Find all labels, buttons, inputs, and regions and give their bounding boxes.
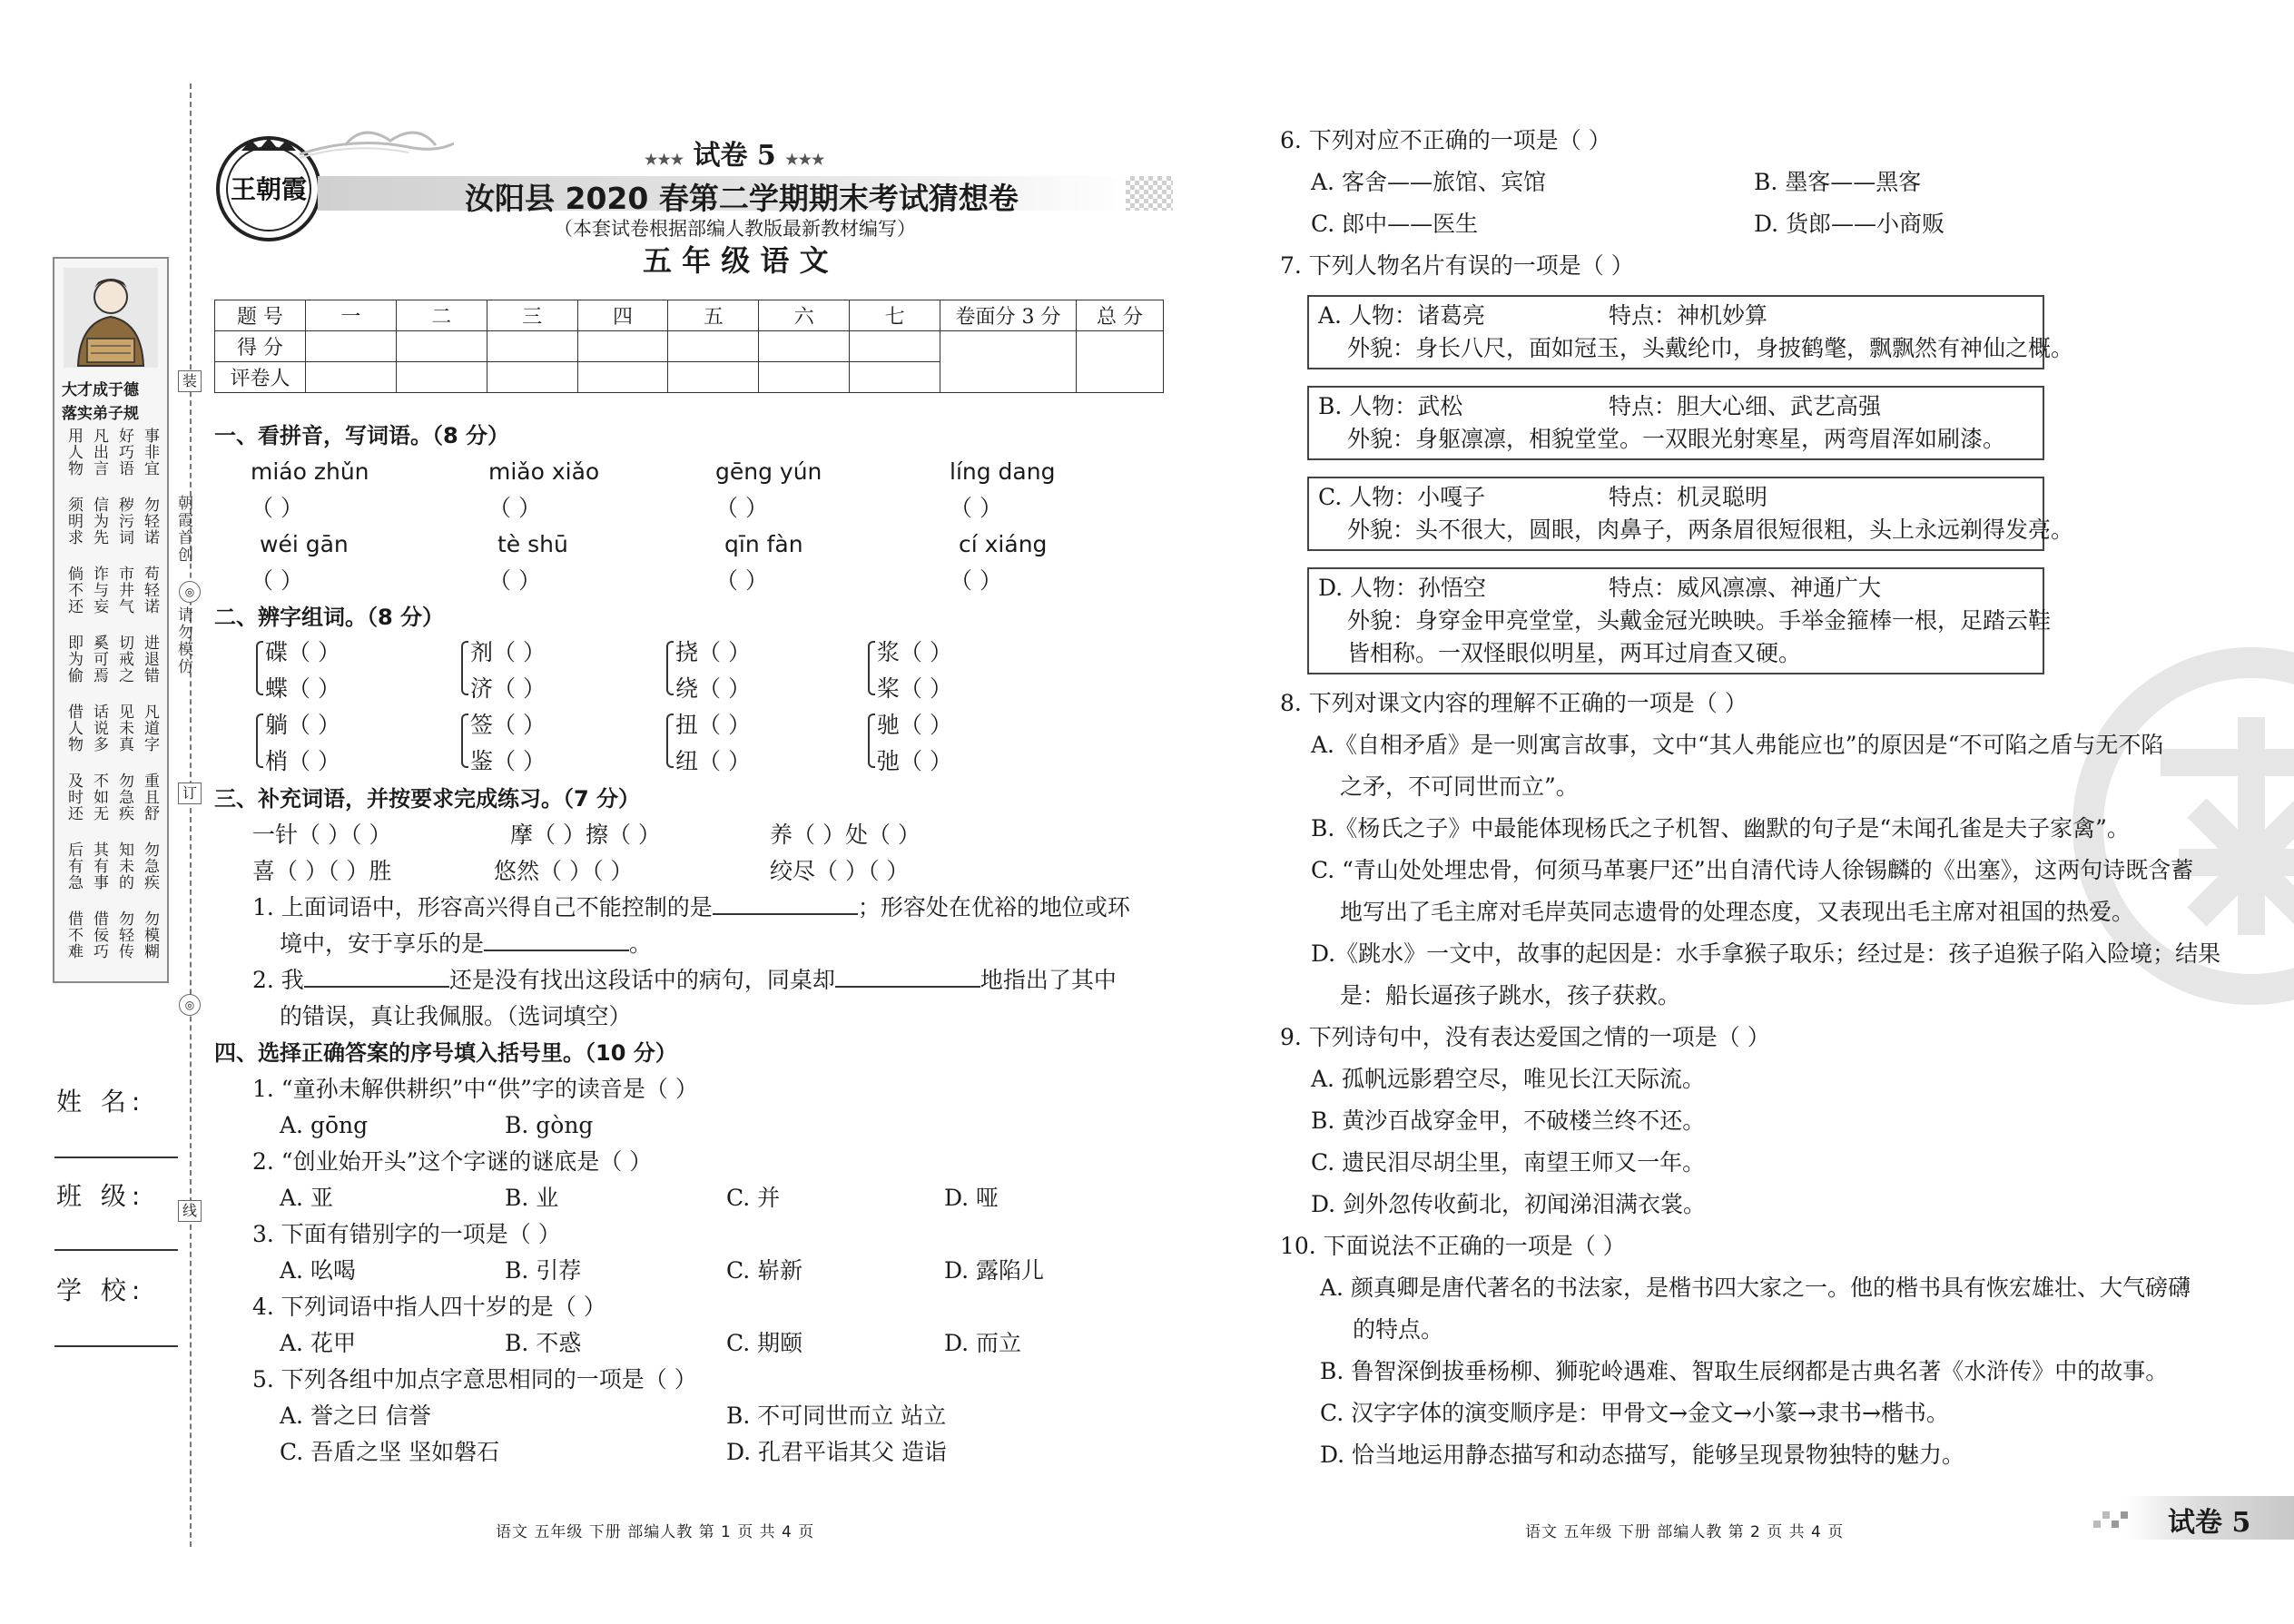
motto-col: 知未的 [115,842,133,891]
q9-option[interactable]: C. 遗民泪尽胡尘里，南望王师又一年。 [1311,1149,1706,1176]
answer-blank[interactable]: （ ） [715,495,768,521]
score-table-col: 五 [668,300,759,331]
word-pair-item[interactable]: 绕（ ） [675,675,751,702]
q3-sub1-text-4: 。 [629,930,653,957]
star-icon: ★★★ [645,151,684,168]
q8-option-cont: 是：船长逼孩子跳水，孩子获救。 [1340,982,1681,1009]
grader-cell[interactable] [396,362,487,393]
brace-icon [256,641,263,695]
score-table-col-neat: 卷面分 3 分 [940,300,1077,331]
q3-sub1-text-3: 境中，安于享乐的是 [280,930,485,957]
motto-col: 见未真 [115,704,133,753]
motto-panel [53,257,169,983]
motto-col: 信为先 [90,497,108,546]
person-card-c[interactable] [1307,477,2074,551]
neat-score-cell[interactable] [940,331,1077,393]
q4-item-stem: 2. “创业始开头”这个字谜的谜底是（ ） [252,1148,653,1175]
q4-option[interactable]: D. 哑 [944,1185,999,1211]
q6-option[interactable]: B. 墨客——黑客 [1754,169,1922,195]
logo-text: 王朝霞 [230,174,308,204]
answer-blank[interactable]: （ ） [950,495,1002,521]
q4-option[interactable]: C. 期颐 [726,1330,803,1356]
q10-option[interactable]: C. 汉字字体的演变顺序是：甲骨文→金文→小篆→隶书→楷书。 [1320,1400,1949,1426]
score-table-col: 三 [487,300,577,331]
score-table-col: 二 [396,300,487,331]
pinyin: gēng yún [715,458,822,485]
word-pair-item[interactable]: 剂（ ） [470,639,546,665]
motto-col: 勿轻诺 [141,497,159,546]
page-footer-right: 语文 五年级 下册 部编人教 第 2 页 共 4 页 [1525,1523,1845,1541]
seal-text: 朝霞首创 [174,495,192,564]
motto-col: 凡道字 [141,704,159,753]
bow-decoration-icon [327,118,454,163]
school-field[interactable] [54,1345,178,1347]
motto-col: 勿急疾 [115,773,133,822]
q2-title: 二、辨字组词。（8 分） [214,605,445,630]
q3-sub2-text-2: 还是没有找出这段话中的病句，同桌却 [448,967,835,993]
motto-col: 奚可焉 [90,635,108,684]
idiom-blank[interactable]: 一针（ ）（ ） [252,822,392,848]
q4-option[interactable]: B. 业 [505,1185,559,1211]
q3-sub1 [252,894,1130,921]
q8-option[interactable]: A.《自相矛盾》是一则寓言故事，文中“其人弗能应也”的原因是“不可陷之盾与无不陷 [1311,732,2164,758]
word-pair-item[interactable]: 躺（ ） [265,712,340,738]
q4-option[interactable]: A. 亚 [280,1185,333,1211]
pinyin: miáo zhǔn [251,458,369,485]
motto-col: 市井气 [115,566,133,615]
motto-group [64,910,160,963]
q4-option[interactable]: D. 而立 [944,1330,1022,1356]
binding-hole-icon: ◎ [179,581,201,603]
brace-icon [256,714,263,768]
q10-stem: 10. 下面说法不正确的一项是（ ） [1280,1233,1626,1259]
q4-option[interactable]: A. 吆喝 [280,1257,356,1284]
motto-col: 借佞巧 [90,910,108,960]
brace-icon [666,641,674,695]
exam-title: 汝阳县 2020 春第二学期期末考试猜想卷 [465,181,1019,216]
word-pair-item[interactable]: 浆（ ） [877,639,952,665]
motto-col: 秽污词 [115,497,133,546]
class-field[interactable] [54,1249,178,1251]
motto-col: 须明求 [64,497,83,546]
card-trait: 特点：威风凛凛、神通广大 [1609,575,1882,601]
motto-group [64,773,160,825]
card-trait: 特点：神机妙算 [1609,302,1768,329]
motto-group [64,566,160,618]
person-card-d[interactable] [1307,567,2052,674]
motto-col: 话说多 [90,704,108,753]
pinyin: tè shū [497,531,568,557]
score-table-col: 七 [850,300,940,331]
q10-option[interactable]: B. 鲁智深倒拔垂杨柳、狮驼岭遇难、智取生辰纲都是古典名著《水浒传》中的故事。 [1320,1358,2169,1384]
q8-option-cont: 地写出了毛主席对毛岸英同志遗骨的处理态度，又表现出毛主席对祖国的热爱。 [1340,899,2135,925]
q10-option[interactable]: A. 颜真卿是唐代著名的书法家，是楷书四大家之一。他的楷书具有恢宏雄壮、大气磅礴 [1320,1275,2191,1301]
fill-blank[interactable] [713,913,858,915]
q6-option[interactable]: D. 货郎——小商贩 [1754,211,1945,237]
q3-sub2 [252,967,1117,994]
scholar-portrait-icon [64,268,158,368]
idiom-blank[interactable]: 养（ ）处（ ） [770,822,921,848]
brace-icon [666,714,674,768]
q6-option[interactable]: A. 客舍——旅馆、宾馆 [1311,169,1546,195]
person-card-a[interactable] [1307,295,2074,369]
motto-group [64,842,160,894]
motto-col: 切戒之 [115,635,133,684]
pinyin: qīn fàn [724,531,803,557]
class-label: 班 级: [56,1181,146,1211]
answer-blank[interactable]: （ ） [715,567,768,594]
q4-item-stem: 5. 下列各组中加点字意思相同的一项是（ ） [252,1366,697,1393]
word-pair-item[interactable]: 扭（ ） [675,712,751,738]
q4-item-stem: 3. 下面有错别字的一项是（ ） [252,1221,561,1247]
score-cell[interactable] [668,331,759,362]
q8-stem: 8. 下列对课文内容的理解不正确的一项是（ ） [1280,690,1748,716]
brace-icon [461,641,468,695]
pinyin: wéi gān [260,531,349,557]
q4-option[interactable]: B. 引荐 [505,1257,582,1284]
idiom-blank[interactable]: 摩（ ）擦（ ） [510,822,661,848]
grader-cell[interactable] [487,362,577,393]
exam-tag-text: 试卷 5 [2168,1507,2251,1539]
person-card-b[interactable] [1307,386,2044,460]
score-table-header: 题 号 [215,300,306,331]
pinyin: cí xiáng [959,531,1048,557]
name-label: 姓 名: [56,1087,146,1117]
exam-series-label [645,133,824,172]
q4-option[interactable]: B. 不惑 [505,1330,582,1356]
motto-group [64,635,160,687]
q4-option[interactable]: A. gōng [280,1112,369,1138]
motto-group [64,497,160,549]
word-pair-item[interactable]: 挠（ ） [675,639,751,665]
q9-stem: 9. 下列诗句中，没有表达爱国之情的一项是（ ） [1280,1024,1770,1050]
pinyin: líng dang [950,458,1056,485]
word-pair-item[interactable]: 梢（ ） [265,748,340,774]
q3-sub1-text: 1. 上面词语中，形容高兴得自己不能控制的是 [252,894,713,920]
motto-col: 好巧语 [115,428,133,477]
word-pair-item[interactable]: 鉴（ ） [470,748,546,774]
checker-decoration [1126,176,1173,211]
q4-option[interactable]: C. 吾盾之坚 坚如磐石 [280,1439,500,1465]
card-appearance: 外貌：身躯凛凛，相貌堂堂。一双眼光射寒星，两弯眉浑如刷漆。 [1347,426,2006,452]
q6-option[interactable]: C. 郎中——医生 [1311,211,1479,237]
q10-option[interactable]: D. 恰当地运用静态描写和动态描写，能够呈现景物独特的魅力。 [1320,1442,1965,1468]
fill-blank[interactable] [304,986,449,988]
word-pair-item[interactable]: 纽（ ） [675,748,751,774]
card-name: D. 人物：孙悟空 [1318,575,1487,601]
card-appearance: 外貌：身穿金甲亮堂堂，头戴金冠光映映。手举金箍棒一根，足踏云鞋 [1347,607,2052,634]
q4-item-stem: 1. “童孙未解供耕织”中“供”字的读音是（ ） [252,1076,698,1102]
total-score-cell[interactable] [1076,331,1163,393]
motto-title-2: 落实弟子规 [62,405,139,423]
pinyin: miǎo xiǎo [488,458,600,485]
q3-sub1-cont [280,930,652,958]
q4-option[interactable]: D. 孔君平诣其父 造诣 [726,1439,947,1465]
idiom-blank[interactable]: 喜（ ）（ ）胜 [252,858,392,884]
q9-option[interactable]: D. 剑外忽传收蓟北，初闻涕泪满衣裳。 [1311,1191,1707,1217]
cut-mark-zhuang: 装 [178,370,202,392]
answer-blank[interactable]: （ ） [950,567,1002,594]
motto-col: 后有急 [64,842,83,891]
subject-title: 五 年 级 语 文 [643,243,829,278]
word-pair-item[interactable]: 济（ ） [470,675,546,702]
q4-item-stem: 4. 下列词语中指人四十岁的是（ ） [252,1294,606,1320]
motto-col: 不如无 [90,773,108,822]
q8-option[interactable]: D.《跳水》一文中，故事的起因是：水手拿猴子取乐；经过是：孩子追猴子陷入险境；结果 [1311,940,2221,967]
grader-cell[interactable] [759,362,850,393]
motto-group [64,428,160,480]
card-appearance: 外貌：头不很大，圆眼，肉鼻子，两条眉很短很粗，头上永远剃得发亮。 [1347,517,2074,543]
fill-blank[interactable] [835,986,980,988]
checker-decoration-icon [2093,1507,2133,1534]
motto-col: 借人物 [64,704,83,753]
q9-option[interactable]: A. 孤帆远影碧空尽，唯见长江天际流。 [1311,1066,1705,1092]
q3-sub2-text: 2. 我 [252,967,304,993]
q3-title: 三、补充词语，并按要求完成练习。（7 分） [214,786,641,812]
q4-option[interactable]: B. 不可同世而立 站立 [726,1403,947,1429]
q10-option-cont: 的特点。 [1353,1316,1444,1343]
q4-option[interactable]: A. 花甲 [280,1330,356,1356]
card-name: B. 人物：武松 [1318,393,1463,419]
q4-option[interactable]: C. 崭新 [726,1257,803,1284]
card-name: A. 人物：诸葛亮 [1318,302,1485,329]
motto-col: 重且舒 [141,773,159,822]
q6-stem: 6. 下列对应不正确的一项是（ ） [1280,127,1611,153]
grader-cell[interactable] [850,362,940,393]
q1-title: 一、看拼音，写词语。（8 分） [214,423,510,448]
score-table-col: 四 [577,300,668,331]
q3-sub2-cont: 的错误，真让我佩服。（选词填空） [280,1003,632,1029]
word-pair-item[interactable]: 弛（ ） [877,748,952,774]
star-icon: ★★★ [785,151,825,168]
motto-col: 勿急疾 [141,842,159,891]
q4-option[interactable]: C. 并 [726,1185,781,1211]
cut-line [190,84,192,1547]
q4-option[interactable]: D. 露陷儿 [944,1257,1045,1284]
q8-option[interactable]: C. “青山处处埋忠骨，何须马革裹尸还”出自清代诗人徐锡麟的《出塞》，这两句诗既含蓄 [1311,857,2194,883]
score-table [214,300,1164,393]
word-pair-item[interactable]: 桨（ ） [877,675,952,702]
idiom-blank[interactable]: 悠然（ ）（ ） [494,858,634,884]
q8-option-cont: 之矛，不可同世而立”。 [1340,773,1579,800]
brace-icon [868,641,875,695]
word-pair-item[interactable]: 蝶（ ） [265,675,340,702]
card-trait: 特点：机灵聪明 [1609,484,1768,510]
name-field[interactable] [54,1156,178,1158]
motto-title-1: 大才成于德 [62,381,139,399]
q4-option[interactable]: A. 誉之曰 信誉 [280,1403,431,1429]
q9-option[interactable]: B. 黄沙百战穿金甲，不破楼兰终不还。 [1311,1107,1706,1134]
exam-subtitle: （本套试卷根据部编人教版最新教材编写） [554,218,916,240]
seal-text-2: 请勿模仿 [174,606,192,675]
score-cell[interactable] [850,331,940,362]
motto-col: 苟轻诺 [141,566,159,615]
exam-series-text: 试卷 5 [693,140,776,172]
score-cell[interactable] [759,331,850,362]
score-table-header: 得 分 [215,331,306,362]
binding-hole-icon: ◎ [179,994,201,1016]
answer-blank[interactable]: （ ） [488,567,541,594]
motto-col: 进退错 [141,635,159,684]
motto-col: 凡出言 [90,428,108,477]
brace-icon [461,714,468,768]
motto-col: 诈与妄 [90,566,108,615]
fill-blank[interactable] [484,950,629,951]
page-footer-left: 语文 五年级 下册 部编人教 第 1 页 共 4 页 [496,1523,815,1541]
brace-icon [868,714,875,768]
q7-stem: 7. 下列人物名片有误的一项是（ ） [1280,252,1634,279]
word-pair-item[interactable]: 驰（ ） [877,712,952,738]
motto-col: 倘不还 [64,566,83,615]
answer-blank[interactable]: （ ） [488,495,541,521]
q4-option[interactable]: B. gòng [505,1112,594,1138]
score-cell[interactable] [487,331,577,362]
school-label: 学 校: [56,1275,146,1305]
card-appearance-cont: 皆相称。一双怪眼似明星，两耳过肩查又硬。 [1347,640,1802,666]
cut-mark-xian: 线 [178,1200,202,1222]
q4-title: 四、选择正确答案的序号填入括号里。（10 分） [214,1040,677,1066]
motto-col: 勿模糊 [141,910,159,960]
answer-blank[interactable]: （ ） [251,567,303,594]
motto-col: 勿轻传 [115,910,133,960]
grader-cell[interactable] [668,362,759,393]
motto-col: 及时还 [64,773,83,822]
motto-col: 事非宜 [141,428,159,477]
card-trait: 特点：胆大心细、武艺高强 [1609,393,1882,419]
score-cell[interactable] [305,331,396,362]
card-appearance: 外貌：身长八尺，面如冠玉，头戴纶巾，身披鹤氅，飘飘然有神仙之概。 [1347,335,2074,361]
answer-blank[interactable]: （ ） [251,495,303,521]
idiom-blank[interactable]: 绞尽（ ）（ ） [770,858,910,884]
q3-sub2-text-3: 地指出了其中 [980,967,1117,993]
q3-sub1-text-2: ；形容处在优裕的地位或环 [857,894,1130,920]
score-table-col: 六 [759,300,850,331]
card-name: C. 人物：小嘎子 [1318,484,1486,510]
motto-col: 用人物 [64,428,83,477]
cut-mark-ding: 订 [178,782,202,804]
motto-col: 其有事 [90,842,108,891]
motto-col: 即为偷 [64,635,83,684]
score-cell[interactable] [577,331,668,362]
score-cell[interactable] [396,331,487,362]
grader-cell[interactable] [577,362,668,393]
score-table-col: 一 [305,300,396,331]
score-table-col-total: 总 分 [1076,300,1163,331]
word-pair-item[interactable]: 签（ ） [470,712,546,738]
motto-col: 借不难 [64,910,83,960]
q8-option[interactable]: B.《杨氏之子》中最能体现杨氏之子机智、幽默的句子是“未闻孔雀是夫子家禽”。 [1311,815,2130,842]
motto-group [64,704,160,756]
grader-cell[interactable] [305,362,396,393]
word-pair-item[interactable]: 碟（ ） [265,639,340,665]
score-table-header: 评卷人 [215,362,306,393]
